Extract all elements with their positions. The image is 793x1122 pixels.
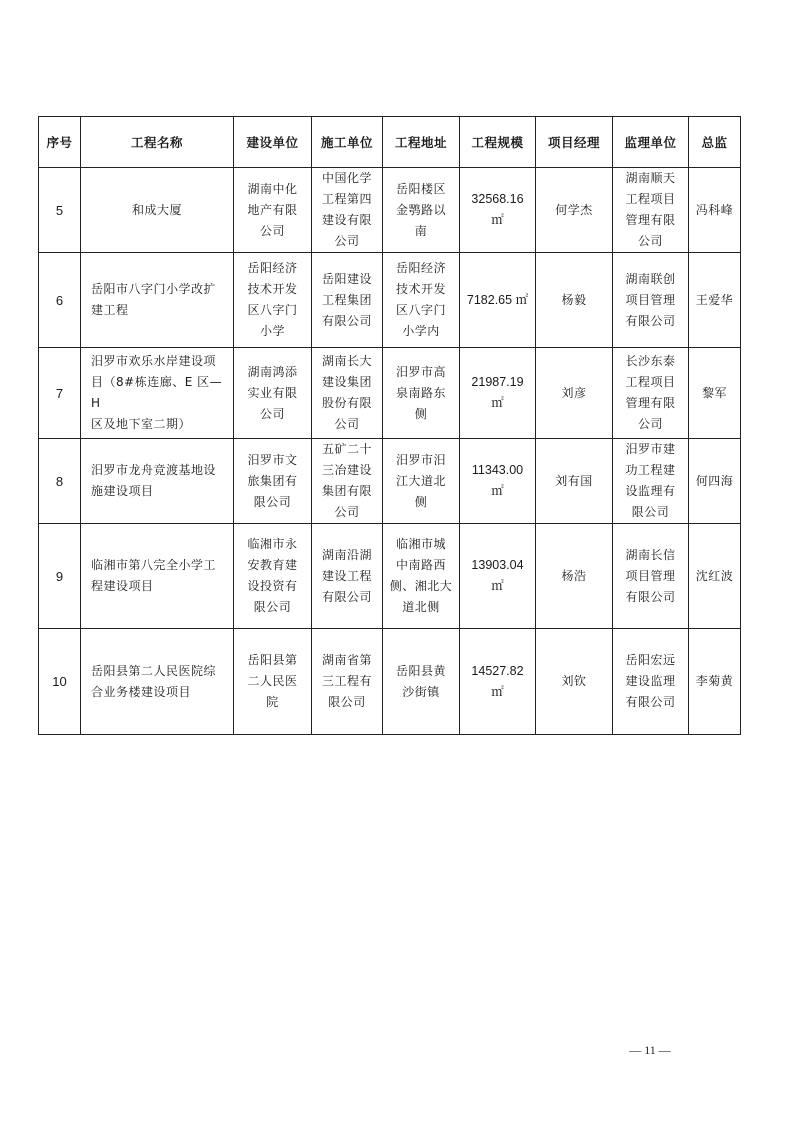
table-row (39, 348, 741, 439)
cell-project-name: 岳阳市八字门小学改扩 建工程 (81, 253, 234, 348)
table-row (39, 629, 741, 735)
cell-supervisor: 湖南顺天 工程项目 管理有限 公司 (613, 168, 689, 253)
cell-scale: 32568.16 ㎡ (460, 168, 536, 253)
cell-contractor: 湖南省第 三工程有 限公司 (312, 629, 383, 735)
header-supervisor: 监理单位 (613, 117, 689, 168)
cell-director: 王爱华 (689, 253, 741, 348)
cell-seq: 10 (39, 629, 81, 735)
header-contractor: 施工单位 (312, 117, 383, 168)
cell-seq: 6 (39, 253, 81, 348)
cell-manager: 刘有国 (536, 439, 613, 524)
cell-manager: 刘彦 (536, 348, 613, 439)
cell-seq: 7 (39, 348, 81, 439)
cell-project-name: 汨罗市龙舟竞渡基地设 施建设项目 (81, 439, 234, 524)
cell-address: 岳阳楼区 金鹗路以 南 (383, 168, 460, 253)
cell-scale: 14527.82 ㎡ (460, 629, 536, 735)
project-table (38, 116, 741, 735)
cell-builder: 岳阳县第 二人民医 院 (234, 629, 312, 735)
cell-builder: 湖南中化 地产有限 公司 (234, 168, 312, 253)
cell-seq: 8 (39, 439, 81, 524)
header-scale: 工程规模 (460, 117, 536, 168)
cell-address: 临湘市城 中南路西 侧、湘北大 道北侧 (383, 524, 460, 629)
cell-scale: 21987.19 ㎡ (460, 348, 536, 439)
cell-contractor: 湖南沿湖 建设工程 有限公司 (312, 524, 383, 629)
cell-builder: 临湘市永 安教育建 设投资有 限公司 (234, 524, 312, 629)
table-row (39, 524, 741, 629)
cell-director: 黎军 (689, 348, 741, 439)
cell-seq: 5 (39, 168, 81, 253)
cell-supervisor: 湖南联创 项目管理 有限公司 (613, 253, 689, 348)
cell-scale: 11343.00 ㎡ (460, 439, 536, 524)
cell-project-name: 汨罗市欢乐水岸建设项 目（8#栋连廊、E 区—H 区及地下室二期） (81, 348, 234, 439)
cell-contractor: 岳阳建设 工程集团 有限公司 (312, 253, 383, 348)
cell-scale: 7182.65 ㎡ (460, 253, 536, 348)
cell-manager: 杨毅 (536, 253, 613, 348)
header-builder: 建设单位 (234, 117, 312, 168)
table-row (39, 168, 741, 253)
cell-builder: 湖南鸿添 实业有限 公司 (234, 348, 312, 439)
cell-director: 李菊黄 (689, 629, 741, 735)
cell-director: 何四海 (689, 439, 741, 524)
cell-builder: 岳阳经济 技术开发 区八字门 小学 (234, 253, 312, 348)
cell-project-name: 岳阳县第二人民医院综 合业务楼建设项目 (81, 629, 234, 735)
cell-project-name: 临湘市第八完全小学工 程建设项目 (81, 524, 234, 629)
cell-address: 汨罗市高 泉南路东 侧 (383, 348, 460, 439)
page-number: — 11 — (629, 1043, 671, 1057)
table-row (39, 253, 741, 348)
cell-scale: 13903.04 ㎡ (460, 524, 536, 629)
cell-manager: 刘钦 (536, 629, 613, 735)
cell-project-name: 和成大厦 (81, 168, 234, 253)
header-project-name: 工程名称 (81, 117, 234, 168)
cell-contractor: 五矿二十 三冶建设 集团有限 公司 (312, 439, 383, 524)
cell-supervisor: 汨罗市建 功工程建 设监理有 限公司 (613, 439, 689, 524)
header-director: 总监 (689, 117, 741, 168)
header-address: 工程地址 (383, 117, 460, 168)
cell-manager: 杨浩 (536, 524, 613, 629)
cell-supervisor: 湖南长信 项目管理 有限公司 (613, 524, 689, 629)
cell-director: 沈红波 (689, 524, 741, 629)
cell-director: 冯科峰 (689, 168, 741, 253)
cell-seq: 9 (39, 524, 81, 629)
cell-supervisor: 长沙东泰 工程项目 管理有限 公司 (613, 348, 689, 439)
cell-address: 岳阳县黄 沙街镇 (383, 629, 460, 735)
cell-contractor: 中国化学 工程第四 建设有限 公司 (312, 168, 383, 253)
cell-address: 汨罗市汨 江大道北 侧 (383, 439, 460, 524)
cell-builder: 汨罗市文 旅集团有 限公司 (234, 439, 312, 524)
header-seq: 序号 (39, 117, 81, 168)
cell-address: 岳阳经济 技术开发 区八字门 小学内 (383, 253, 460, 348)
table-row (39, 439, 741, 524)
table-header-row (39, 117, 741, 168)
cell-supervisor: 岳阳宏远 建设监理 有限公司 (613, 629, 689, 735)
header-manager: 项目经理 (536, 117, 613, 168)
cell-manager: 何学杰 (536, 168, 613, 253)
cell-contractor: 湖南长大 建设集团 股份有限 公司 (312, 348, 383, 439)
